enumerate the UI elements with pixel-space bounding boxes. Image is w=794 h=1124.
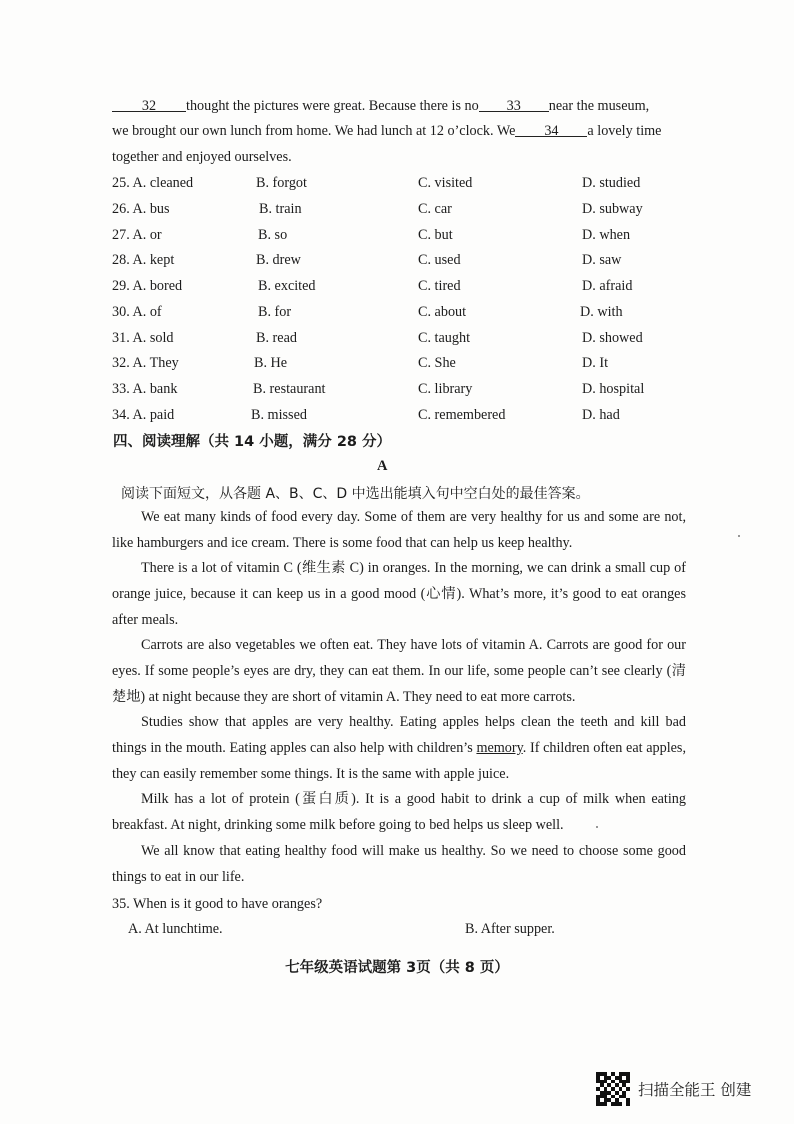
option-32-a: 32. A. They <box>112 355 179 371</box>
option-29-c: C. tired <box>418 278 461 294</box>
blank-32 <box>112 97 186 112</box>
option-29-b: B. excited <box>258 278 316 294</box>
option-33-d: D. hospital <box>582 381 645 397</box>
question-35-stem: 35. When is it good to have oranges? <box>112 896 323 912</box>
passage-label: A <box>377 458 388 474</box>
option-30-d: D. with <box>580 304 623 320</box>
passage-paragraph-5 <box>112 787 686 839</box>
cloze-line-3: together and enjoyed ourselves. <box>112 149 292 165</box>
option-32-c: C. She <box>418 355 456 371</box>
option-33-a: 33. A. bank <box>112 381 178 397</box>
option-28-c: C. used <box>418 252 461 268</box>
instruction-text: 阅读下面短文，从各题 A、B、C、D 中选出能填入句中空白处的最佳答案。 <box>121 486 590 502</box>
blank-34 <box>515 122 587 137</box>
option-27-d: D. when <box>582 227 631 243</box>
option-30-a: 30. A. of <box>112 304 162 320</box>
scan-speck <box>596 826 598 828</box>
option-25-a: 25. A. cleaned <box>112 175 194 191</box>
option-34-c: C. remembered <box>418 407 506 423</box>
question-35-option-a: A. At lunchtime. <box>128 921 223 937</box>
option-26-a: 26. A. bus <box>112 201 170 217</box>
option-34-a: 34. A. paid <box>112 407 175 423</box>
blank-33 <box>479 97 549 112</box>
passage-paragraph-2-text: There is a lot of vitamin C (维生素 C) in oranges. In the morning, we can drink a small cup of orange juice, because it can keep us in a good mood (心情). What’s more, it’s good to eat oranges after meals. <box>112 560 686 628</box>
passage-paragraph-2 <box>112 556 686 633</box>
option-31-d: D. showed <box>582 330 643 346</box>
passage-paragraph-3 <box>112 633 686 710</box>
option-31-a: 31. A. sold <box>112 330 174 346</box>
option-27-c: C. but <box>418 227 453 243</box>
cloze-line-1 <box>112 97 649 115</box>
passage-paragraph-1-text: We eat many kinds of food every day. Some of them are very healthy for us and some are not, like hamburgers and ice cream. There is some food that can help us keep healthy. <box>112 509 686 551</box>
option-29-a: 29. A. bored <box>112 278 183 294</box>
option-27-a: 27. A. or <box>112 227 162 243</box>
watermark-text: 扫描全能王 创建 <box>638 1081 752 1099</box>
passage-paragraph-6-text: We all know that eating healthy food will make us healthy. So we need to choose some good things to eat in our life. <box>112 843 686 885</box>
option-33-c: C. library <box>418 381 473 397</box>
cloze-text-3: we brought our own lunch from home. We had lunch at 12 o’clock. We <box>112 123 516 139</box>
scan-speck <box>738 535 740 537</box>
option-31-c: C. taught <box>418 330 471 346</box>
underlined-word-memory: memory <box>476 739 523 756</box>
passage-paragraph-3-text: Carrots are also vegetables we often eat. They have lots of vitamin A. Carrots are good for our eyes. If some people’s eyes are dry, they can eat them. In our life, some people can’t see clearly (清楚地) at night because they are short of vitamin A. They need to eat more carrots. <box>112 637 686 705</box>
question-35-option-b: B. After supper. <box>465 921 555 937</box>
blank-34-number: 34 <box>544 123 559 139</box>
option-25-d: D. studied <box>582 175 641 191</box>
option-28-b: B. drew <box>256 252 301 268</box>
option-34-d: D. had <box>582 407 620 423</box>
passage-paragraph-5-text: Milk has a lot of protein (蛋白质). It is a good habit to drink a cup of milk when eating breakfast. At night, drinking some milk before going to bed helps us sleep well. <box>112 791 686 833</box>
cloze-text-4: a lovely time <box>587 123 662 139</box>
option-31-b: B. read <box>256 330 297 346</box>
blank-32-number: 32 <box>141 98 157 114</box>
passage-paragraph-4 <box>112 710 686 787</box>
passage-paragraph-4-text-b: . If children often eat apples, they can easily remember some things. It is the same with apple juice. <box>112 739 687 782</box>
option-25-c: C. visited <box>418 175 473 191</box>
option-26-b: B. train <box>259 201 302 217</box>
option-32-b: B. He <box>254 355 288 371</box>
option-25-b: B. forgot <box>256 175 307 191</box>
page-footer: 七年级英语试题第 3页（共 8 页） <box>285 960 509 976</box>
option-27-b: B. so <box>258 227 288 243</box>
option-32-d: D. It <box>582 355 609 371</box>
option-28-a: 28. A. kept <box>112 252 175 268</box>
cloze-text-1: thought the pictures were great. Because there is no <box>186 98 479 114</box>
option-29-d: D. afraid <box>582 278 633 294</box>
option-26-c: C. car <box>418 201 452 217</box>
option-34-b: B. missed <box>251 407 307 423</box>
cloze-line-2 <box>112 122 661 140</box>
qr-code-icon <box>596 1072 630 1106</box>
scanner-watermark <box>596 1072 751 1106</box>
option-30-c: C. about <box>418 304 467 320</box>
passage-paragraph-1 <box>112 505 686 557</box>
cloze-text-2: near the museum, <box>548 98 650 114</box>
option-33-b: B. restaurant <box>253 381 326 397</box>
option-28-d: D. saw <box>582 252 622 268</box>
option-30-b: B. for <box>258 304 292 320</box>
blank-33-number: 33 <box>506 98 521 114</box>
passage-paragraph-4-text-a: Studies show that apples are very healthy. Eating apples helps clean the teeth and kill bad things in the mouth. Eating apples can also help with children’s <box>112 714 686 756</box>
passage-paragraph-6 <box>112 839 686 891</box>
section-heading: 四、阅读理解（共 14 小题，满分 28 分） <box>113 434 392 450</box>
option-26-d: D. subway <box>582 201 643 217</box>
